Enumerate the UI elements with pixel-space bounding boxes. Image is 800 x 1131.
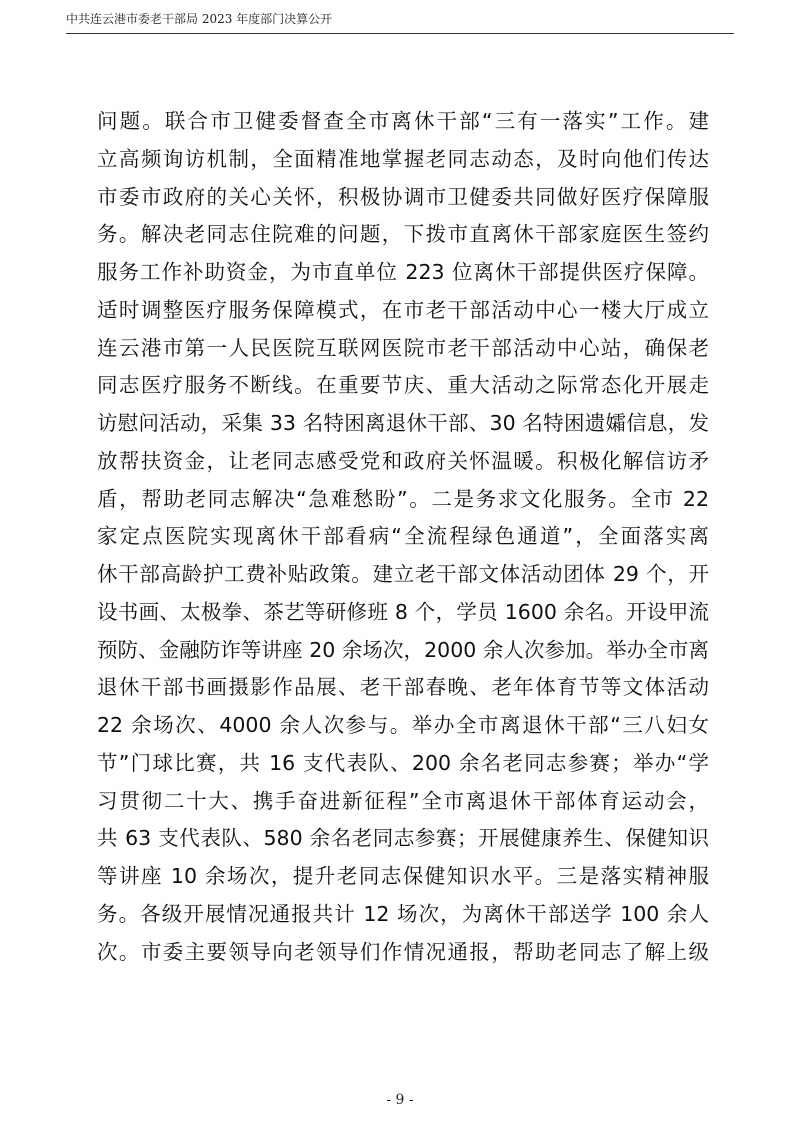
text-line: 预防、金融防诈等讲座 20 余场次，2000 余人次参加。举办全市离 <box>97 637 709 662</box>
text-line: 立高频询访机制，全面精准地掌握老同志动态，及时向他们传达 <box>97 146 709 171</box>
text-line: 连云港市第一人民医院互联网医院市老干部活动中心站，确保老 <box>97 335 709 360</box>
text-line: 共 63 支代表队、580 余名老同志参赛；开展健康养生、保健知识 <box>97 826 709 851</box>
text-line: 服务工作补助资金，为市直单位 223 位离休干部提供医疗保障。 <box>97 260 709 284</box>
text-line: 等讲座 10 余场次，提升老同志保健知识水平。三是落实精神服 <box>97 864 709 888</box>
text-line: 放帮扶资金，让老同志感受党和政府关怀温暖。积极化解信访矛 <box>97 448 709 473</box>
text-line: 习贯彻二十大、携手奋进新征程”全市离退休干部体育运动会， <box>97 788 709 813</box>
text-line: 务。各级开展情况通报共计 12 场次，为离休干部送学 100 余人 <box>97 901 709 926</box>
text-line: 设书画、太极拳、茶艺等研修班 8 个，学员 1600 余名。开设甲流 <box>97 599 709 624</box>
text-line: 休干部高龄护工费补贴政策。建立老干部文体活动团体 29 个，开 <box>97 562 709 586</box>
text-line: 退休干部书画摄影作品展、老干部春晚、老年体育节等文体活动 <box>97 675 709 700</box>
text-line: 节”门球比赛，共 16 支代表队、200 余名老同志参赛；举办“学 <box>97 750 709 775</box>
body-text <box>97 103 709 971</box>
text-line: 市委市政府的关心关怀，积极协调市卫健委共同做好医疗保障服 <box>97 184 709 209</box>
page-header-title: 中共连云港市委老干部局 2023 年度部门决算公开 <box>66 12 333 26</box>
text-line: 访慰问活动，采集 33 名特困离退休干部、30 名特困遗孀信息，发 <box>97 411 709 435</box>
text-line: 盾，帮助老同志解决“急难愁盼”。二是务求文化服务。全市 22 <box>97 486 709 511</box>
text-line: 问题。联合市卫健委督查全市离休干部“三有一落实”工作。建 <box>97 109 709 133</box>
text-line: 22 余场次、4000 余人次参与。举办全市离退休干部“三八妇女 <box>97 713 709 737</box>
text-line: 适时调整医疗服务保障模式，在市老干部活动中心一楼大厅成立 <box>97 297 709 322</box>
text-line: 家定点医院实现离休干部看病“全流程绿色通道”，全面落实离 <box>97 524 709 549</box>
text-line: 次。市委主要领导向老领导们作情况通报，帮助老同志了解上级 <box>97 939 709 964</box>
header-divider <box>66 33 734 34</box>
text-line: 务。解决老同志住院难的问题，下拨市直离休干部家庭医生签约 <box>97 222 709 247</box>
page-number: - 9 - <box>386 1092 414 1108</box>
text-line: 同志医疗服务不断线。在重要节庆、重大活动之际常态化开展走 <box>97 373 709 398</box>
